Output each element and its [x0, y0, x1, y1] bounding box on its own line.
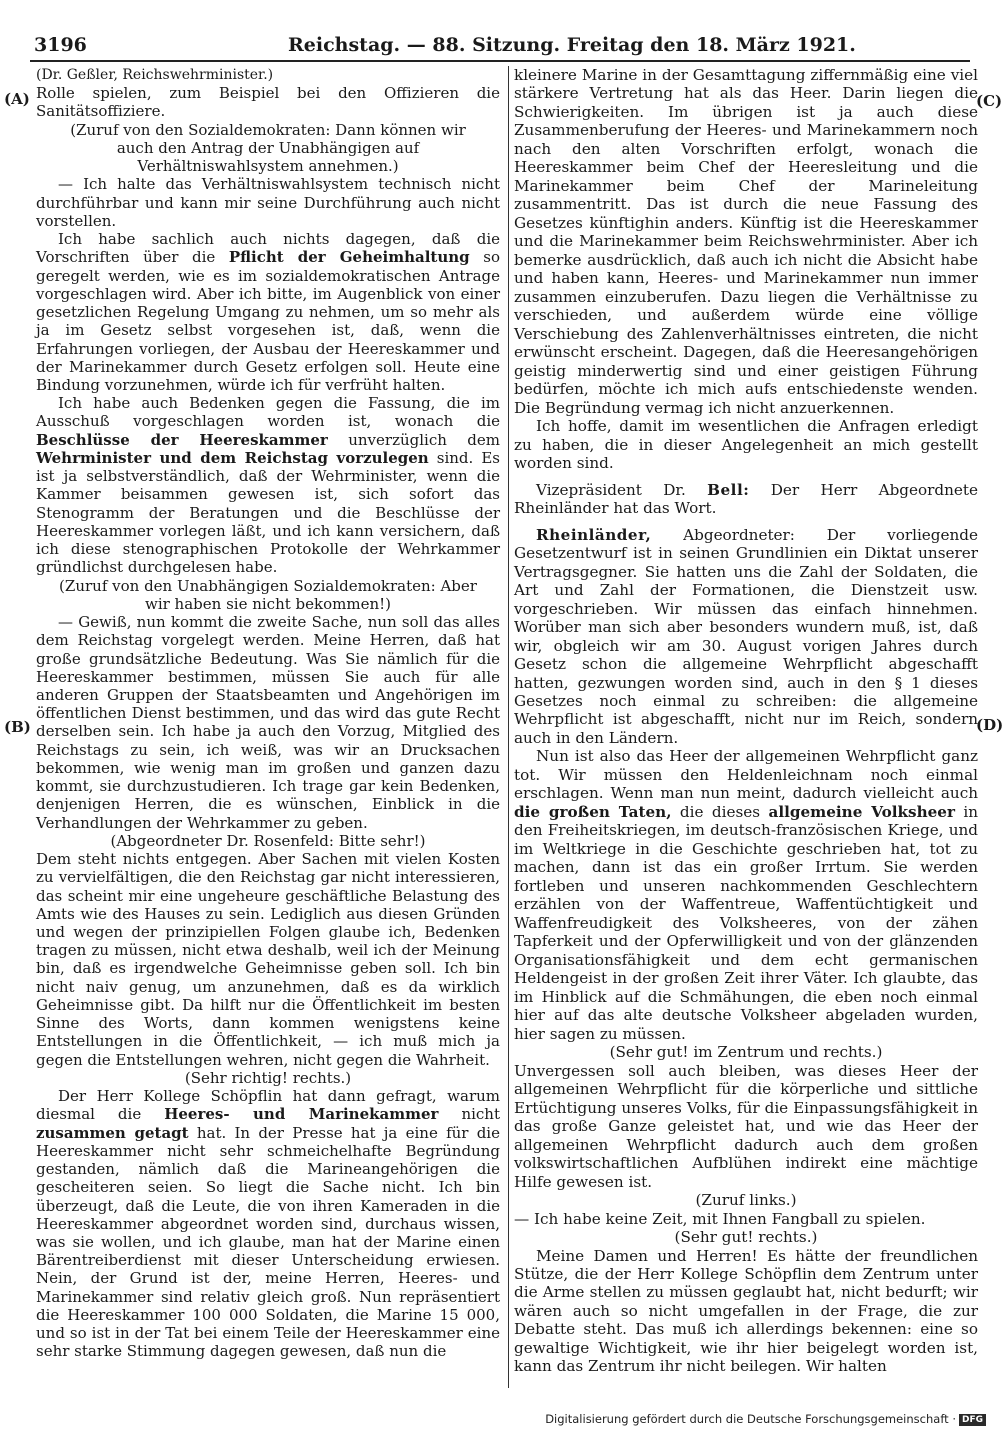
page-header: [30, 30, 970, 60]
paragraph: Der Herr Kollege Schöpflin hat dann gefragt, warum diesmal die Heeres- und Marinekammer nicht zusammen getagt hat. In der Presse hat ja eine für die Heereskammer nicht sehr schmeichelhafte Begründung gestanden, nämlich daß die Marineangehörigen die gescheiteren seien. So liegt die Sache nicht. Ich bin überzeugt, daß die Leute, die von ihren Kameraden in die Heereskammer abgeordnet worden sind, durchaus wissen, was sie wollen, und ich glaube, man hat der Marine einen Bärentreiberdienst mit dieser Unterscheidung erwiesen. Nein, der Grund ist der, meine Herren, Heeres- und Marinekammer sind relativ gleich groß. Nun repräsentiert die Heereskammer 100 000 Soldaten, die Marine 15 000, und so ist in der Tat bei einem Teile der Heereskammer eine sehr starke Stimmung dagegen gewesen, daß nun die: [36, 1087, 500, 1361]
paragraph: Rolle spielen, zum Beispiel bei den Offizieren die Sanitätsoffiziere.: [36, 84, 500, 121]
interjection: (Sehr richtig! rechts.): [184, 1068, 352, 1087]
paragraph: — Ich halte das Verhältniswahlsystem technisch nicht durchführbar und kann mir seine Durchführung auch nicht vorstellen.: [36, 175, 500, 230]
interjection: (Zuruf von den Unabhängigen Sozialdemokraten: Aber wir haben sie nicht bekommen!): [59, 576, 477, 613]
paragraph: Nun ist also das Heer der allgemeinen Wehrpflicht ganz tot. Wir müssen den Heldenleichnam noch einmal erschlagen. Wenn man nun meint, dadurch vielleicht auch die großen Taten, die dieses allgemeine Volksheer in den Freiheitskriegen, im deutsch-französischen Kriege, und im Weltkriege in die Geschichte geschrieben hat, tot zu machen, dann ist das ein großer Irrtum. Sie werden fortleben und unseren nachkommenden Geschlechtern erzählen von der Waffentreue, Waffentüchtigkeit und Waffenfreudigkeit des Volksheeres, von der zähen Tapferkeit und der Opferwilligkeit und von der glänzenden Organisationsfähigkeit und dem echt germanischen Heldengeist in der großen Zeit ihrer Väter. Ich glaubte, das im Hinblick auf die Schmähungen, die eben noch einmal hier auf das alte deutsche Volksheer abgeladen wurden, hier sagen zu müssen.: [514, 747, 979, 1043]
footer-text: Digitalisierung gefördert durch die Deutsche Forschungsgemeinschaft ·: [545, 1412, 956, 1426]
interjection: (Zuruf von den Sozialdemokraten: Dann können wir auch den Antrag der Unabhängigen auf Verhältniswahlsystem annehmen.): [70, 120, 466, 176]
interjection: (Sehr gut! rechts.): [674, 1228, 818, 1247]
running-title: Reichstag. — 88. Sitzung. Freitag den 18. März 1921.: [288, 34, 856, 56]
emphasis: allgemeine Volksheer: [768, 802, 955, 821]
margin-marker-d: (D): [976, 716, 1003, 734]
margin-marker-a: (A): [4, 90, 30, 108]
left-column: [36, 66, 500, 1388]
header-rule: [30, 60, 970, 62]
emphasis: Heeres- und Marinekammer: [164, 1105, 439, 1124]
paragraph: Ich hoffe, damit im wesentlichen die Anfragen erledigt zu haben, die in dieser Angelegenheit an mich gestellt worden sind.: [514, 417, 978, 473]
paragraph: — Gewiß, nun kommt die zweite Sache, nun soll das alles dem Reichstag vorgelegt werden. Meine Herren, daß hat große grundsätzliche Bedeutung. Was Sie nämlich für die Heereskammer bestimmen, müssen Sie auch für alle anderen Gruppen der Staatsbeamten und Angehörigen im öffentlichen Dienst bestimmen, und das wird das gute Recht derselben sein. Ich habe ja auch den Vorzug, Mitglied des Reichstags zu sein, ich weiß, was wir an Drucksachen bekommen, wie wenig man im großen und ganzen dazu kommt, sie durchzustudieren. Ich trage gar kein Bedenken, denjenigen Herren, die es wünschen, Einblick in die Verhandlungen der Wehrkammer zu geben.: [36, 613, 500, 832]
paragraph: Ich habe sachlich auch nichts dagegen, daß die Vorschriften über die Pflicht der Geheimhaltung so geregelt werden, wie es im sozialdemokratischen Antrage vorgeschlagen wird. Aber ich bitte, im Augenblick von einer gesetzlichen Regelung Umgang zu nehmen, um so mehr als ja im Gesetz selbst vorgesehen ist, daß, wenn die Erfahrungen vorliegen, der Ausbau der Heereskammer und der Marinekammer durch Gesetz erfolgen soll. Heute eine Bindung vorzunehmen, würde ich für verfrüht halten.: [36, 230, 500, 394]
emphasis: Wehrminister und dem Reichstag vorzulegen: [36, 448, 429, 467]
speaker-name: Bell:: [707, 480, 750, 499]
speaker-name: Rheinländer,: [536, 525, 652, 544]
paragraph: — Ich habe keine Zeit, mit Ihnen Fangball zu spielen.: [514, 1209, 926, 1228]
margin-marker-b: (B): [4, 718, 31, 736]
paragraph: kleinere Marine in der Gesamttagung ziffernmäßig eine viel stärkere Vertretung hat als das Heer. Darin liegen die Schwierigkeiten. Im übrigen ist ja auch diese Zusammenberufung der Heeres- und Marinekammern noch nach den alten Vorschriften erfolgt, wonach die Heereskammer beim Chef der Heeresleitung und die Marinekammer beim Chef der Marineleitung zusammentritt. Das ist durch die neue Fassung des Gesetzes künftighin anders. Künftig ist die Heereskammer und die Marinekammer beim Reichswehrminister. Aber ich bemerke ausdrücklich, daß auch ich nicht die Absicht habe und haben kann, Heeres- und Marinekammer nun immer zusammen einzuberufen. Dazu liegen die Verhältnisse zu verschieden, und außerdem würde eine völlige Verschiebung des Zahlenverhältnisses eintreten, die nicht erwünscht erscheint. Dagegen, daß die Heeresangehörigen geistig minderwertig sind und einer geistigen Führung bedürfen, möchte ich mich aufs entschiedenste wenden. Die Begründung vermag ich nicht anzuerkennen.: [514, 66, 978, 417]
dfg-logo: DFG: [959, 1414, 986, 1426]
emphasis: Beschlüsse der Heereskammer: [36, 430, 328, 449]
emphasis: Pflicht der Geheimhaltung: [228, 248, 470, 267]
right-column: [514, 66, 978, 1388]
emphasis: die großen Taten,: [514, 802, 672, 821]
interjection: (Sehr gut! im Zentrum und rechts.): [609, 1043, 883, 1062]
speech-start: Rheinländer, Abgeordneter: Der vorliegende Gesetzentwurf ist in seinen Grundlinien ein Diktat unserer Vertragsgegner. Sie hatten uns die Zahl der Soldaten, die Art und Zahl der Formationen, die Dienstzeit usw. vorgeschrieben. Wir müssen das einfach hinnehmen. Worüber man sich aber besonders wundern muß, ist, daß wir, obgleich wir am 30. August vorigen Jahres durch Gesetz schon die allgemeine Wehrpflicht abgeschafft hatten, gezwungen worden sind, auch in den § 1 dieses Gesetzes noch einmal zu schreiben: die allgemeine Wehrpflicht ist abgeschafft, nicht nur im Reich, sondern auch in den Ländern.: [514, 525, 979, 747]
speaker-continuation: (Dr. Geßler, Reichswehrminister.): [36, 67, 274, 83]
interjection: (Abgeordneter Dr. Rosenfeld: Bitte sehr!): [110, 831, 426, 850]
paragraph: Meine Damen und Herren! Es hätte der freundlichen Stütze, die der Herr Kollege Schöpflin dem Zentrum unter die Arme stellen zu müssen geglaubt hat, nicht bedurft; wir wären auch so nicht umgefallen in der Frage, die zur Debatte steht. Das muß ich allerdings bekennen: eine so gewaltige Wichtigkeit, wie ihr hier beigelegt worden ist, kann das Zentrum ihr nicht beilegen. Wir halten: [514, 1246, 978, 1376]
chair-statement: Vizepräsident Dr. Bell: Der Herr Abgeordnete Rheinländer hat das Wort.: [514, 480, 979, 518]
column-divider: [508, 66, 509, 1388]
digitization-footer: [545, 1412, 986, 1426]
interjection: (Zuruf links.): [695, 1191, 797, 1210]
page-number: 3196: [34, 34, 87, 56]
emphasis: zusammen getagt: [36, 1123, 189, 1142]
paragraph: Unvergessen soll auch bleiben, was dieses Heer der allgemeinen Wehrpflicht für die körperliche und sittliche Ertüchtigung unseres Volks, für die Einpassungsfähigkeit in das große Ganze geleistet hat, und wie das Heer der allgemeinen Wehrpflicht dadurch auch dem großen volkswirtschaftlichen Aufblühen indirekt eine mächtige Hilfe gewesen ist.: [514, 1061, 978, 1191]
paragraph: Ich habe auch Bedenken gegen die Fassung, die im Ausschuß vorgeschlagen worden ist, wonach die Beschlüsse der Heereskammer unverzüglich dem Wehrminister und dem Reichstag vorzulegen sind. Es ist ja selbstverständlich, daß der Wehrminister, wenn die Kammer beisammen gewesen ist, sich sofort das Stenogramm der Beratungen und die Beschlüsse der Heereskammer vorlegen läßt, und ich kann versichern, daß ich diese stenographischen Protokolle der Wehrkammer gründlichst durchgelesen habe.: [36, 394, 500, 577]
paragraph: Dem steht nichts entgegen. Aber Sachen mit vielen Kosten zu vervielfältigen, die den Reichstag gar nicht interessieren, das scheint mir eine ungeheure geschäftliche Belastung des Amts wie des Hauses zu sein. Lediglich aus diesen Gründen und wegen der prinzipiellen Folgen glaube ich, Bedenken tragen zu müssen, nicht etwa deshalb, weil ich der Meinung bin, daß es irgendwelche Geheimnisse geben soll. Ich bin nicht naiv genug, um anzunehmen, daß es da wirklich Geheimnisse gibt. Da hilft nur die Öffentlichkeit im besten Sinne des Worts, dann kommen wenigstens keine Entstellungen in die Öffentlichkeit, — ich muß mich ja gegen die Entstellungen wehren, nicht gegen die Wahrheit.: [36, 850, 500, 1069]
margin-marker-c: (C): [976, 92, 1003, 110]
